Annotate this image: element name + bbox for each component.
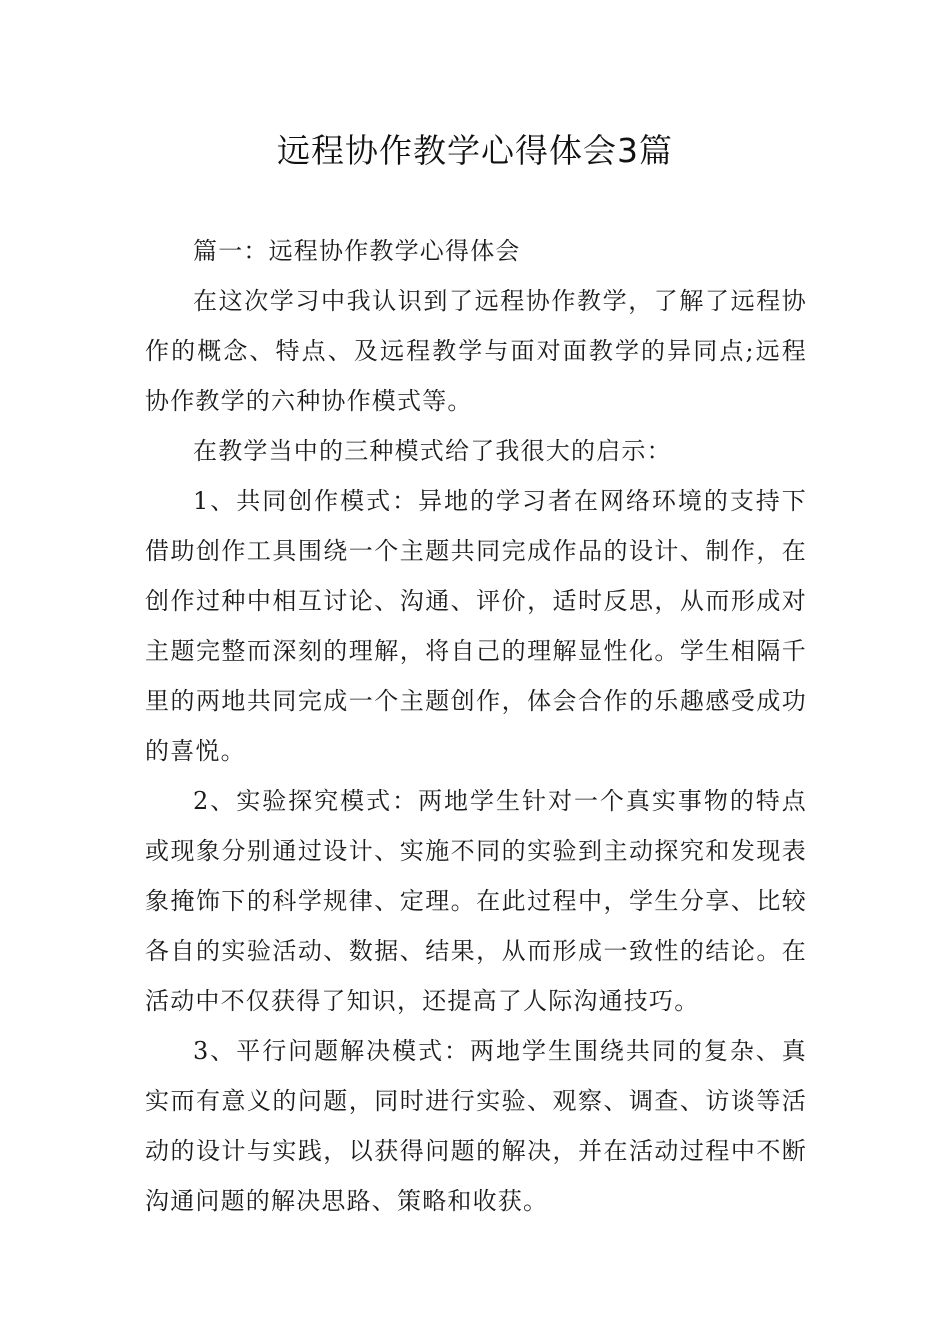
section-heading: 篇一：远程协作教学心得体会 (193, 237, 521, 265)
paragraph-mode-1: 1、共同创作模式：异地的学习者在网络环境的支持下借助创作工具围绕一个主题共同完成作品的设计、制作，在创作过种中相互讨论、沟通、评价，适时反思，从而形成对主题完整而深刻的理解，将自己的理解显性化。学生相隔千里的两地共同完成一个主题创作，体会合作的乐趣感受成功的喜悦。 (145, 487, 807, 765)
document-body (145, 226, 807, 1226)
paragraph-mode-3: 3、平行问题解决模式：两地学生围绕共同的复杂、真实而有意义的问题，同时进行实验、观察、调查、访谈等活动的设计与实践，以获得问题的解决，并在活动过程中不断沟通问题的解决思路、策略和收获。 (145, 1037, 807, 1215)
document-title: 远程协作教学心得体会3篇 (277, 131, 673, 170)
paragraph-mode-2: 2、实验探究模式：两地学生针对一个真实事物的特点或现象分别通过设计、实施不同的实验到主动探究和发现表象掩饰下的科学规律、定理。在此过程中，学生分享、比较各自的实验活动、数据、结果，从而形成一致性的结论。在活动中不仅获得了知识，还提高了人际沟通技巧。 (145, 787, 807, 1015)
paragraph-intro: 在这次学习中我认识到了远程协作教学，了解了远程协作的概念、特点、及远程教学与面对面教学的异同点;远程协作教学的六种协作模式等。 (145, 287, 807, 415)
paragraph-lead: 在教学当中的三种模式给了我很大的启示： (193, 437, 672, 465)
